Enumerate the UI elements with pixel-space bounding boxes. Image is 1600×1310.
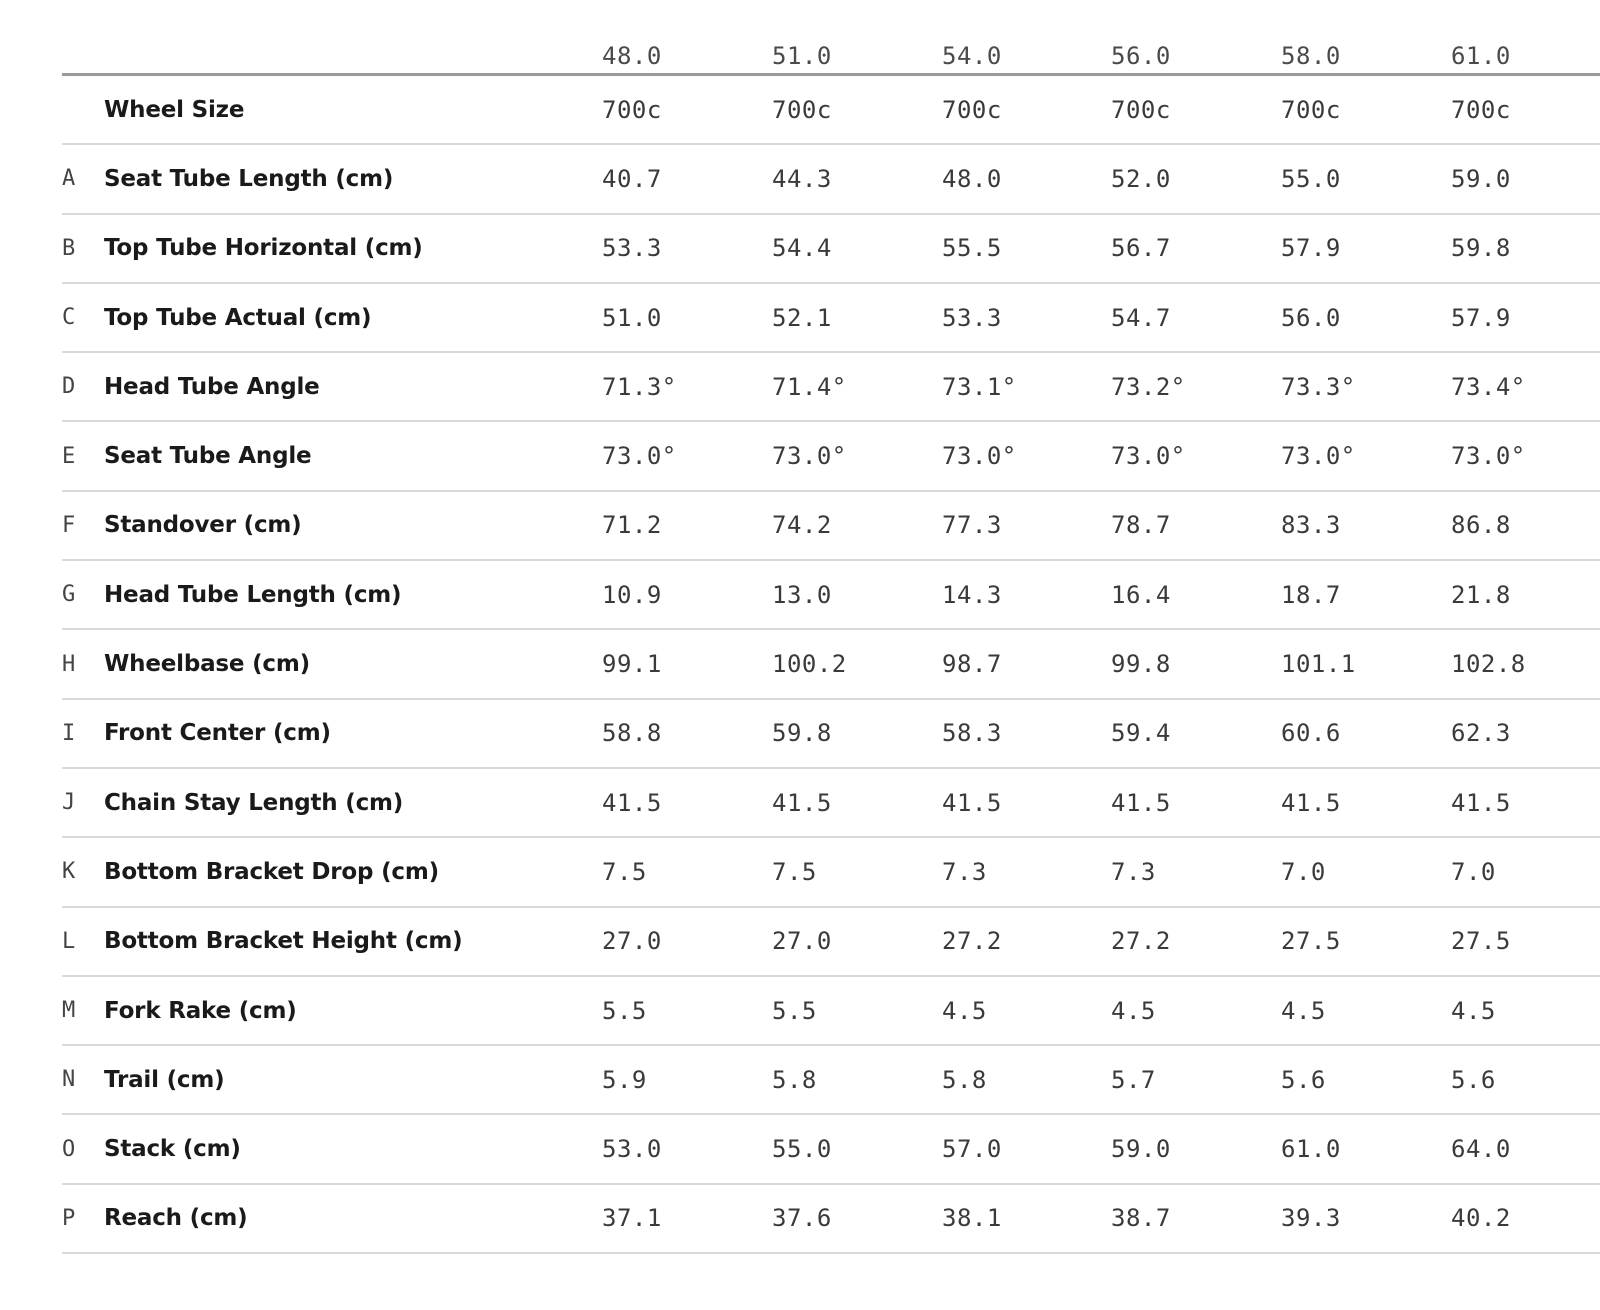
row-value: 4.5 <box>1281 996 1326 1025</box>
row-value: 40.2 <box>1451 1204 1511 1233</box>
size-header-row <box>62 10 1600 76</box>
table-row <box>62 76 1600 145</box>
row-letter: A <box>62 166 76 192</box>
row-value: 4.5 <box>1451 996 1496 1025</box>
geometry-table <box>62 10 1600 1254</box>
table-row <box>62 838 1600 907</box>
row-letter: I <box>62 720 76 746</box>
row-letter: C <box>62 305 76 331</box>
row-value: 71.3° <box>602 372 677 401</box>
row-label: Wheel Size <box>104 96 245 123</box>
row-value: 37.1 <box>602 1204 662 1233</box>
row-value: 53.3 <box>602 234 662 263</box>
row-value: 99.1 <box>602 650 662 679</box>
row-value: 41.5 <box>1111 788 1171 817</box>
row-value: 7.3 <box>942 857 987 886</box>
row-letter: G <box>62 582 76 608</box>
table-row <box>62 492 1600 561</box>
row-value: 37.6 <box>772 1204 832 1233</box>
table-row <box>62 1185 1600 1254</box>
row-value: 64.0 <box>1451 1135 1511 1164</box>
row-value: 27.5 <box>1451 927 1511 956</box>
row-value: 41.5 <box>942 788 1002 817</box>
size-header: 61.0 <box>1451 41 1511 70</box>
row-value: 73.0° <box>1281 442 1356 471</box>
row-value: 7.0 <box>1281 857 1326 886</box>
row-value: 58.3 <box>942 719 1002 748</box>
row-value: 86.8 <box>1451 511 1511 540</box>
row-letter: H <box>62 651 76 677</box>
row-value: 41.5 <box>1451 788 1511 817</box>
row-value: 4.5 <box>1111 996 1156 1025</box>
row-value: 27.0 <box>602 927 662 956</box>
row-value: 14.3 <box>942 580 1002 609</box>
row-value: 38.7 <box>1111 1204 1171 1233</box>
row-value: 55.0 <box>1281 164 1341 193</box>
row-value: 73.0° <box>602 442 677 471</box>
row-value: 5.8 <box>942 1065 987 1094</box>
table-row <box>62 1115 1600 1184</box>
row-value: 41.5 <box>1281 788 1341 817</box>
row-label: Standover (cm) <box>104 512 302 539</box>
table-row <box>62 700 1600 769</box>
row-value: 56.7 <box>1111 234 1171 263</box>
row-letter: K <box>62 859 76 885</box>
row-value: 98.7 <box>942 650 1002 679</box>
size-header: 54.0 <box>942 41 1002 70</box>
row-label: Reach (cm) <box>104 1205 248 1232</box>
row-letter: D <box>62 374 76 400</box>
row-letter: M <box>62 998 76 1023</box>
row-value: 7.5 <box>602 857 647 886</box>
row-value: 41.5 <box>602 788 662 817</box>
row-value: 55.0 <box>772 1135 832 1164</box>
row-value: 100.2 <box>772 650 847 679</box>
row-value: 73.3° <box>1281 372 1356 401</box>
row-value: 73.0° <box>942 442 1017 471</box>
row-value: 102.8 <box>1451 650 1526 679</box>
row-label: Trail (cm) <box>104 1066 225 1093</box>
row-label: Top Tube Horizontal (cm) <box>104 235 423 262</box>
row-value: 18.7 <box>1281 580 1341 609</box>
row-value: 57.9 <box>1451 303 1511 332</box>
row-value: 59.4 <box>1111 719 1171 748</box>
row-value: 62.3 <box>1451 719 1511 748</box>
row-label: Wheelbase (cm) <box>104 651 310 678</box>
row-value: 73.0° <box>1451 442 1526 471</box>
row-value: 83.3 <box>1281 511 1341 540</box>
row-value: 59.0 <box>1111 1135 1171 1164</box>
row-letter: F <box>62 512 76 538</box>
row-value: 77.3 <box>942 511 1002 540</box>
row-letter: L <box>62 928 76 954</box>
row-value: 60.6 <box>1281 719 1341 748</box>
table-body <box>62 76 1600 1254</box>
size-header: 58.0 <box>1281 41 1341 70</box>
table-row <box>62 145 1600 214</box>
row-value: 54.7 <box>1111 303 1171 332</box>
row-value: 16.4 <box>1111 580 1171 609</box>
row-value: 44.3 <box>772 164 832 193</box>
row-value: 700c <box>1451 95 1511 124</box>
table-row <box>62 1046 1600 1115</box>
table-row <box>62 908 1600 977</box>
row-value: 55.5 <box>942 234 1002 263</box>
row-value: 99.8 <box>1111 650 1171 679</box>
row-value: 39.3 <box>1281 1204 1341 1233</box>
row-value: 59.8 <box>772 719 832 748</box>
row-label: Seat Tube Length (cm) <box>104 165 394 192</box>
row-value: 57.0 <box>942 1135 1002 1164</box>
row-value: 48.0 <box>942 164 1002 193</box>
row-value: 52.0 <box>1111 164 1171 193</box>
row-label: Head Tube Length (cm) <box>104 581 402 608</box>
row-letter: E <box>62 443 76 469</box>
row-value: 59.0 <box>1451 164 1511 193</box>
row-value: 53.3 <box>942 303 1002 332</box>
row-value: 5.9 <box>602 1065 647 1094</box>
row-value: 13.0 <box>772 580 832 609</box>
table-row <box>62 353 1600 422</box>
row-value: 7.5 <box>772 857 817 886</box>
row-value: 7.3 <box>1111 857 1156 886</box>
table-row <box>62 561 1600 630</box>
row-value: 51.0 <box>602 303 662 332</box>
row-value: 5.6 <box>1281 1065 1326 1094</box>
row-value: 27.0 <box>772 927 832 956</box>
table-row <box>62 769 1600 838</box>
row-value: 71.2 <box>602 511 662 540</box>
row-value: 57.9 <box>1281 234 1341 263</box>
row-value: 101.1 <box>1281 650 1356 679</box>
row-value: 700c <box>602 95 662 124</box>
row-value: 73.4° <box>1451 372 1526 401</box>
row-value: 73.0° <box>1111 442 1186 471</box>
row-label: Seat Tube Angle <box>104 443 312 470</box>
row-label: Fork Rake (cm) <box>104 997 297 1024</box>
row-value: 5.5 <box>772 996 817 1025</box>
row-value: 52.1 <box>772 303 832 332</box>
row-value: 58.8 <box>602 719 662 748</box>
row-value: 21.8 <box>1451 580 1511 609</box>
row-value: 700c <box>1111 95 1171 124</box>
row-value: 71.4° <box>772 372 847 401</box>
row-value: 73.2° <box>1111 372 1186 401</box>
table-row <box>62 630 1600 699</box>
row-value: 27.2 <box>1111 927 1171 956</box>
row-letter <box>62 76 98 143</box>
row-value: 56.0 <box>1281 303 1341 332</box>
row-value: 78.7 <box>1111 511 1171 540</box>
row-value: 38.1 <box>942 1204 1002 1233</box>
row-value: 5.6 <box>1451 1065 1496 1094</box>
row-label: Head Tube Angle <box>104 373 320 400</box>
table-row <box>62 422 1600 491</box>
row-value: 5.7 <box>1111 1065 1156 1094</box>
row-letter: O <box>62 1136 76 1162</box>
row-label: Top Tube Actual (cm) <box>104 304 372 331</box>
table-row <box>62 977 1600 1046</box>
row-value: 5.8 <box>772 1065 817 1094</box>
size-header: 51.0 <box>772 41 832 70</box>
row-value: 7.0 <box>1451 857 1496 886</box>
row-value: 54.4 <box>772 234 832 263</box>
row-value: 59.8 <box>1451 234 1511 263</box>
row-value: 41.5 <box>772 788 832 817</box>
table-row <box>62 284 1600 353</box>
row-label: Chain Stay Length (cm) <box>104 789 404 816</box>
row-value: 74.2 <box>772 511 832 540</box>
row-value: 40.7 <box>602 164 662 193</box>
row-value: 700c <box>772 95 832 124</box>
row-value: 10.9 <box>602 580 662 609</box>
row-value: 27.2 <box>942 927 1002 956</box>
row-value: 700c <box>1281 95 1341 124</box>
row-value: 61.0 <box>1281 1135 1341 1164</box>
row-value: 5.5 <box>602 996 647 1025</box>
row-letter: B <box>62 235 76 261</box>
size-header: 56.0 <box>1111 41 1171 70</box>
size-header: 48.0 <box>602 41 662 70</box>
row-value: 53.0 <box>602 1135 662 1164</box>
row-value: 73.1° <box>942 372 1017 401</box>
row-letter: P <box>62 1205 76 1231</box>
row-value: 73.0° <box>772 442 847 471</box>
row-value: 700c <box>942 95 1002 124</box>
row-letter: J <box>62 790 76 816</box>
row-label: Bottom Bracket Drop (cm) <box>104 858 439 885</box>
row-letter: N <box>62 1067 76 1093</box>
row-label: Bottom Bracket Height (cm) <box>104 928 463 955</box>
row-value: 4.5 <box>942 996 987 1025</box>
row-label: Stack (cm) <box>104 1136 241 1163</box>
row-value: 27.5 <box>1281 927 1341 956</box>
row-label: Front Center (cm) <box>104 720 331 747</box>
table-row <box>62 215 1600 284</box>
